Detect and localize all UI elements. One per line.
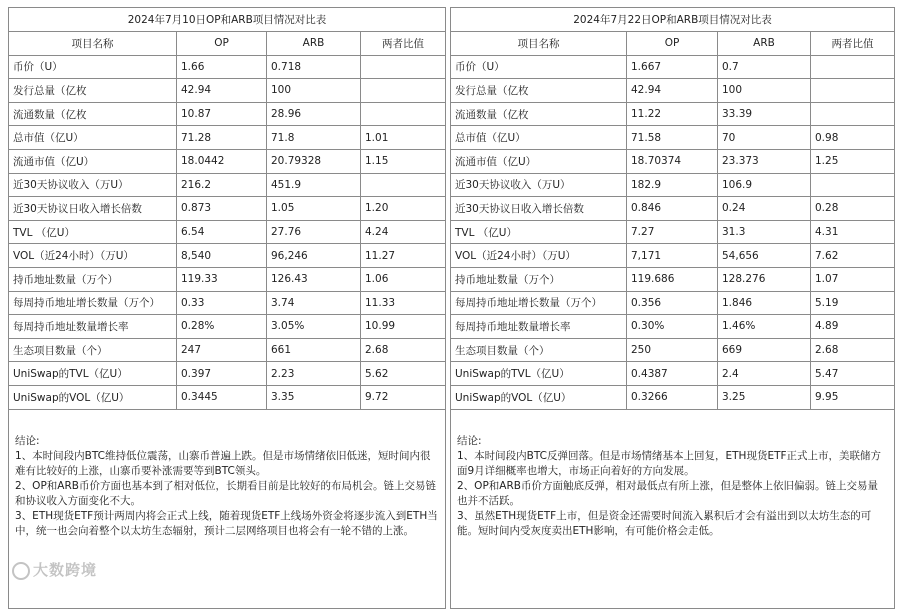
op-value-cell: 71.28 (177, 126, 267, 150)
conclusion-paragraph: 3、ETH现货ETF预计两周内将会正式上线，随着现货ETF上线场外资金将逐步流入到ETH当中，统一也会向着整个以太坊生态辐射，预计二层网络项目也将会有一轮不错的上涨。 (15, 509, 438, 537)
header-row (9, 32, 446, 56)
ratio-cell: 4.89 (811, 315, 895, 339)
item-name-cell: 每周持币地址增长数量（万个） (9, 291, 177, 315)
arb-value-cell: 71.8 (267, 126, 361, 150)
arb-value-cell: 1.05 (267, 197, 361, 221)
item-name-cell: 流通数量（亿枚 (451, 102, 627, 126)
op-value-cell: 18.70374 (627, 149, 718, 173)
arb-value-cell: 106.9 (718, 173, 811, 197)
item-name-cell: UniSwap的TVL（亿U） (9, 362, 177, 386)
table-row (9, 79, 446, 103)
item-name-cell: 流通市值（亿U） (9, 149, 177, 173)
op-value-cell: 18.0442 (177, 149, 267, 173)
arb-value-cell: 2.23 (267, 362, 361, 386)
ratio-cell: 11.27 (361, 244, 446, 268)
op-value-cell: 182.9 (627, 173, 718, 197)
watermark-logo-icon (12, 562, 30, 580)
op-value-cell: 1.66 (177, 55, 267, 79)
op-value-cell: 247 (177, 338, 267, 362)
arb-value-cell: 31.3 (718, 220, 811, 244)
table-row (451, 338, 895, 362)
table-row (9, 291, 446, 315)
table-row (9, 338, 446, 362)
item-name-cell: 生态项目数量（个） (9, 338, 177, 362)
conclusion-box (451, 409, 895, 608)
table-title: 2024年7月22日OP和ARB项目情况对比表 (451, 8, 895, 32)
op-value-cell: 7.27 (627, 220, 718, 244)
op-value-cell: 7,171 (627, 244, 718, 268)
ratio-cell: 1.06 (361, 267, 446, 291)
op-value-cell: 42.94 (627, 79, 718, 103)
op-value-cell: 0.3445 (177, 385, 267, 409)
ratio-cell: 1.15 (361, 149, 446, 173)
header-row (451, 32, 895, 56)
item-name-cell: UniSwap的VOL（亿U） (9, 385, 177, 409)
table-row (9, 267, 446, 291)
header-op: OP (177, 32, 267, 56)
item-name-cell: 总市值（亿U） (9, 126, 177, 150)
item-name-cell: 每周持币地址数量增长率 (451, 315, 627, 339)
item-name-cell: 流通市值（亿U） (451, 149, 627, 173)
ratio-cell (361, 55, 446, 79)
arb-value-cell: 28.96 (267, 102, 361, 126)
op-value-cell: 10.87 (177, 102, 267, 126)
item-name-cell: VOL（近24小时）（万U） (451, 244, 627, 268)
table-row (9, 362, 446, 386)
table-row (9, 55, 446, 79)
header-item-name: 项目名称 (9, 32, 177, 56)
op-value-cell: 11.22 (627, 102, 718, 126)
arb-value-cell: 23.373 (718, 149, 811, 173)
arb-value-cell: 20.79328 (267, 149, 361, 173)
header-item-name: 项目名称 (451, 32, 627, 56)
op-value-cell: 0.873 (177, 197, 267, 221)
item-name-cell: UniSwap的VOL（亿U） (451, 385, 627, 409)
op-value-cell: 6.54 (177, 220, 267, 244)
ratio-cell (811, 102, 895, 126)
conclusion-paragraph: 2、OP和ARB币价方面触底反弹，相对最低点有所上涨，但是整体上依旧偏弱。链上交易量也并不活跃。 (457, 479, 878, 507)
item-name-cell: 持币地址数量（万个） (9, 267, 177, 291)
table-row (9, 197, 446, 221)
arb-value-cell: 33.39 (718, 102, 811, 126)
arb-value-cell: 3.25 (718, 385, 811, 409)
arb-value-cell: 3.35 (267, 385, 361, 409)
item-name-cell: 近30天协议日收入增长倍数 (451, 197, 627, 221)
ratio-cell: 11.33 (361, 291, 446, 315)
item-name-cell: 近30天协议日收入增长倍数 (9, 197, 177, 221)
table-row (9, 244, 446, 268)
ratio-cell (811, 79, 895, 103)
ratio-cell: 1.25 (811, 149, 895, 173)
ratio-cell: 1.01 (361, 126, 446, 150)
op-value-cell: 0.846 (627, 197, 718, 221)
ratio-cell: 7.62 (811, 244, 895, 268)
arb-value-cell: 128.276 (718, 267, 811, 291)
ratio-cell: 1.07 (811, 267, 895, 291)
conclusion-paragraph: 2、OP和ARB币价方面也基本到了相对低位，长期看目前是比较好的布局机会。链上交易链和协议收入方面变化不大。 (15, 479, 436, 507)
item-name-cell: 生态项目数量（个） (451, 338, 627, 362)
arb-value-cell: 0.718 (267, 55, 361, 79)
header-arb: ARB (267, 32, 361, 56)
op-value-cell: 8,540 (177, 244, 267, 268)
item-name-cell: UniSwap的TVL（亿U） (451, 362, 627, 386)
arb-value-cell: 54,656 (718, 244, 811, 268)
table-row (451, 244, 895, 268)
table-row (9, 149, 446, 173)
watermark-text: 大数跨境 (33, 561, 98, 579)
ratio-cell: 2.68 (811, 338, 895, 362)
arb-value-cell: 669 (718, 338, 811, 362)
table-row (451, 79, 895, 103)
ratio-cell: 1.20 (361, 197, 446, 221)
table-row (9, 385, 446, 409)
ratio-cell: 9.72 (361, 385, 446, 409)
arb-value-cell: 100 (718, 79, 811, 103)
conclusion-paragraph: 3、虽然ETH现货ETF上市，但是资金还需要时间流入累积后才会有溢出到以太坊生态的可能。短时间内受灰度卖出ETH影响，有可能价格会走低。 (457, 509, 872, 537)
item-name-cell: 流通数量（亿枚 (9, 102, 177, 126)
ratio-cell: 9.95 (811, 385, 895, 409)
conclusion-paragraph: 1、本时间段内BTC反弹回落。但是市场情绪基本上回复，ETH现货ETF正式上市，美联储方面9月详细概率也增大，市场正向着好的方向发展。 (457, 449, 882, 477)
op-value-cell: 71.58 (627, 126, 718, 150)
ratio-cell: 0.28 (811, 197, 895, 221)
item-name-cell: 近30天协议收入（万U） (9, 173, 177, 197)
arb-value-cell: 3.05% (267, 315, 361, 339)
arb-value-cell: 0.24 (718, 197, 811, 221)
arb-value-cell: 1.846 (718, 291, 811, 315)
table-row (451, 149, 895, 173)
ratio-cell: 5.62 (361, 362, 446, 386)
table-row (451, 102, 895, 126)
conclusion-heading: 结论: (15, 434, 40, 447)
watermark (12, 559, 97, 580)
op-value-cell: 0.397 (177, 362, 267, 386)
table-row (9, 126, 446, 150)
op-value-cell: 250 (627, 338, 718, 362)
header-ratio: 两者比值 (811, 32, 895, 56)
item-name-cell: 币价（U） (9, 55, 177, 79)
table-jul10 (8, 7, 446, 609)
item-name-cell: 发行总量（亿枚 (9, 79, 177, 103)
arb-value-cell: 27.76 (267, 220, 361, 244)
table-row (9, 102, 446, 126)
table-row (451, 126, 895, 150)
item-name-cell: 近30天协议收入（万U） (451, 173, 627, 197)
ratio-cell (811, 173, 895, 197)
arb-value-cell: 96,246 (267, 244, 361, 268)
op-value-cell: 0.28% (177, 315, 267, 339)
table-row (451, 197, 895, 221)
arb-value-cell: 451.9 (267, 173, 361, 197)
item-name-cell: 每周持币地址增长数量（万个） (451, 291, 627, 315)
item-name-cell: 每周持币地址数量增长率 (9, 315, 177, 339)
arb-value-cell: 3.74 (267, 291, 361, 315)
item-name-cell: 币价（U） (451, 55, 627, 79)
arb-value-cell: 70 (718, 126, 811, 150)
arb-value-cell: 1.46% (718, 315, 811, 339)
item-name-cell: TVL （亿U） (9, 220, 177, 244)
op-value-cell: 0.4387 (627, 362, 718, 386)
header-ratio: 两者比值 (361, 32, 446, 56)
header-op: OP (627, 32, 718, 56)
op-value-cell: 0.3266 (627, 385, 718, 409)
table-row (451, 173, 895, 197)
ratio-cell (361, 79, 446, 103)
ratio-cell: 0.98 (811, 126, 895, 150)
op-value-cell: 0.33 (177, 291, 267, 315)
ratio-cell: 2.68 (361, 338, 446, 362)
arb-value-cell: 661 (267, 338, 361, 362)
table-title: 2024年7月10日OP和ARB项目情况对比表 (9, 8, 446, 32)
conclusion-heading: 结论: (457, 434, 482, 447)
ratio-cell (361, 173, 446, 197)
op-value-cell: 0.30% (627, 315, 718, 339)
ratio-cell: 5.19 (811, 291, 895, 315)
table-row (9, 173, 446, 197)
item-name-cell: 持币地址数量（万个） (451, 267, 627, 291)
header-arb: ARB (718, 32, 811, 56)
item-name-cell: VOL（近24小时）（万U） (9, 244, 177, 268)
ratio-cell (811, 55, 895, 79)
table-row (9, 220, 446, 244)
arb-value-cell: 100 (267, 79, 361, 103)
table-row (451, 362, 895, 386)
ratio-cell: 4.31 (811, 220, 895, 244)
ratio-cell: 4.24 (361, 220, 446, 244)
table-row (9, 315, 446, 339)
op-value-cell: 0.356 (627, 291, 718, 315)
table-row (451, 267, 895, 291)
table-jul22 (450, 7, 895, 609)
item-name-cell: 总市值（亿U） (451, 126, 627, 150)
table-row (451, 315, 895, 339)
arb-value-cell: 0.7 (718, 55, 811, 79)
op-value-cell: 1.667 (627, 55, 718, 79)
op-value-cell: 216.2 (177, 173, 267, 197)
arb-value-cell: 126.43 (267, 267, 361, 291)
ratio-cell: 10.99 (361, 315, 446, 339)
conclusion-paragraph: 1、本时间段内BTC维持低位震荡，山寨币普遍上跌。但是市场情绪依旧低迷，短时间内很难有比较好的上涨，山寨币要补涨需要等到BTC领头。 (15, 449, 431, 477)
table-row (451, 385, 895, 409)
table-row (451, 220, 895, 244)
arb-value-cell: 2.4 (718, 362, 811, 386)
ratio-cell: 5.47 (811, 362, 895, 386)
table-row (451, 291, 895, 315)
op-value-cell: 119.686 (627, 267, 718, 291)
op-value-cell: 42.94 (177, 79, 267, 103)
op-value-cell: 119.33 (177, 267, 267, 291)
item-name-cell: TVL （亿U） (451, 220, 627, 244)
ratio-cell (361, 102, 446, 126)
table-row (451, 55, 895, 79)
item-name-cell: 发行总量（亿枚 (451, 79, 627, 103)
